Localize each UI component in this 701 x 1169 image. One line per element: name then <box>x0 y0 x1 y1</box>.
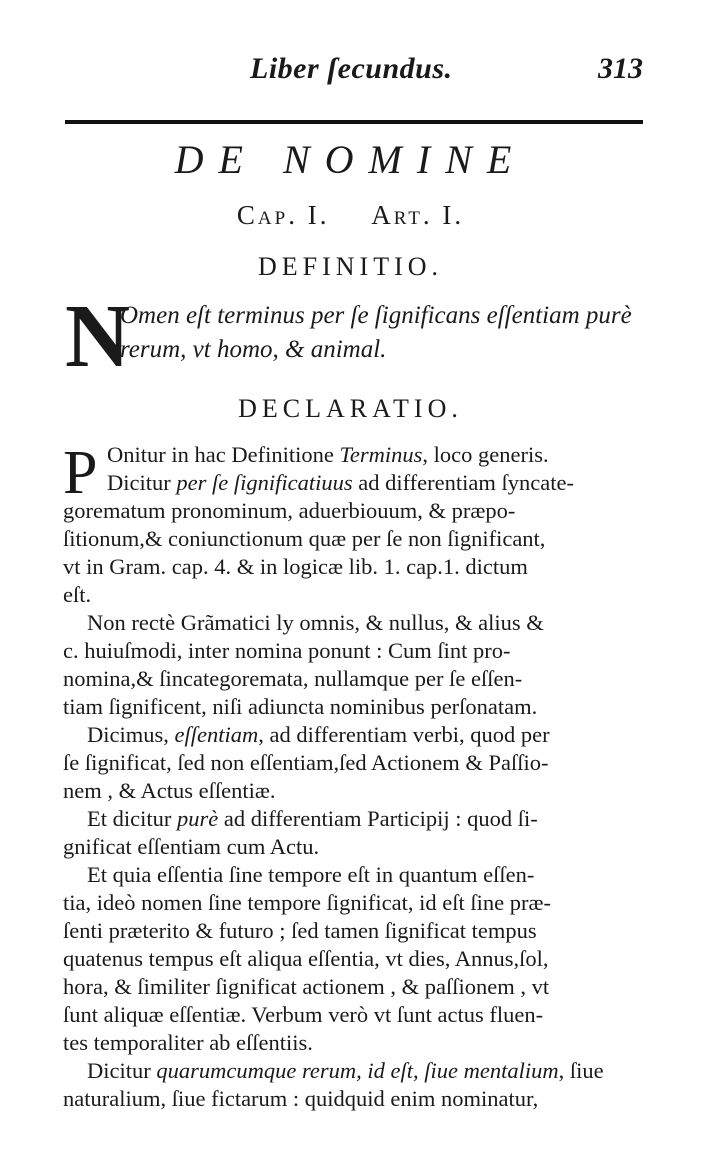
text-span: Et dicitur <box>87 806 177 831</box>
definition-line-2: rerum, vt homo, & animal. <box>120 336 387 363</box>
caption-art: Art. I. <box>371 200 465 230</box>
text-span: Dicitur <box>107 470 177 495</box>
body-line-5: vt in Gram. cap. 4. & in logicæ lib. 1. cap.1. dictum <box>63 554 528 579</box>
emphasis: quarumcumque rerum, id eſt, ſiue mentalium <box>156 1058 559 1083</box>
body-line-2 <box>107 468 574 498</box>
declaration-heading: DECLARATIO. <box>238 394 463 423</box>
text-span: Onitur in hac Definitione <box>107 442 340 467</box>
caption-cap: Cap. I. <box>236 200 330 230</box>
body-drop-cap: P <box>63 439 98 507</box>
running-head-title: Liber ſecundus. <box>250 52 453 85</box>
body-line-13: nem , & Actus eſſentiæ. <box>63 778 276 803</box>
emphasis: purè <box>176 806 219 831</box>
body-line-18: ſenti præterito & futuro ; ſed tamen ſignificat tempus <box>63 918 537 943</box>
body-line-8: c. huiuſmodi, inter nomina ponunt : Cum ſint pro- <box>63 638 511 663</box>
body-line-15: gnificat eſſentiam cum Actu. <box>63 834 320 859</box>
body-line-16: Et quia eſſentia ſine tempore eſt in quantum eſſen- <box>87 862 535 887</box>
body-line-1 <box>107 440 549 470</box>
header-rule <box>65 120 643 124</box>
body-line-14 <box>87 804 538 834</box>
body-line-11 <box>87 720 550 750</box>
body-line-3: gorematum pronominum, aduerbiouum, & præpo- <box>63 498 516 523</box>
body-line-6: eſt. <box>63 582 92 607</box>
emphasis: per ſe ſignificatiuus <box>176 470 353 495</box>
body-line-4: ſitionum,& coniunctionum quæ per ſe non ſignificant, <box>63 526 546 551</box>
body-line-9: nomina,& ſincategoremata, nullamque per ſe eſſen- <box>63 666 523 691</box>
running-head <box>0 52 701 92</box>
body-line-17: tia, ideò nomen ſine tempore ſignificat, id eſt ſine præ- <box>63 890 551 915</box>
emphasis: Terminus <box>339 442 423 467</box>
text-span: ad differentiam ſyncate- <box>352 470 574 495</box>
body-line-21: ſunt aliquæ eſſentiæ. Verbum verò vt ſunt actus fluen- <box>63 1002 544 1027</box>
body-line-22: tes temporaliter ab eſſentiis. <box>63 1030 313 1055</box>
body-line-23 <box>87 1056 604 1086</box>
text-span: ad differentiam Participij : quod ſi- <box>218 806 538 831</box>
text-span: , ſiue <box>558 1058 604 1083</box>
emphasis: eſſentiam <box>174 722 259 747</box>
definition-line-1: Omen eſt terminus per ſe ſignificans eſſentiam purè <box>120 302 632 329</box>
body-line-12: ſe ſignificat, ſed non eſſentiam,ſed Actionem & Paſſio- <box>63 750 549 775</box>
body-line-10: tiam ſignificent, niſi adiuncta nominibus perſonatam. <box>63 694 538 719</box>
chapter-caption <box>0 200 701 231</box>
definition-drop-cap: N <box>65 287 130 386</box>
chapter-title: DE NOMINE <box>174 137 527 182</box>
body-line-24: naturalium, ſiue fictarum : quidquid enim nominatur, <box>63 1086 539 1111</box>
text-span: , loco generis. <box>422 442 549 467</box>
text-span: Dicimus, <box>87 722 175 747</box>
body-line-19: quatenus tempus eſt aliqua eſſentia, vt dies, Annus,ſol, <box>63 946 549 971</box>
text-span: Dicitur <box>87 1058 157 1083</box>
body-line-7: Non rectè Grãmatici ly omnis, & nullus, & alius & <box>87 610 544 635</box>
definition-heading: DEFINITIO. <box>257 252 444 281</box>
page-number: 313 <box>598 52 643 85</box>
text-span: , ad differentiam verbi, quod per <box>258 722 550 747</box>
body-line-20: hora, & ſimiliter ſignificat actionem , & paſſionem , vt <box>63 974 550 999</box>
definition-block <box>65 287 655 386</box>
